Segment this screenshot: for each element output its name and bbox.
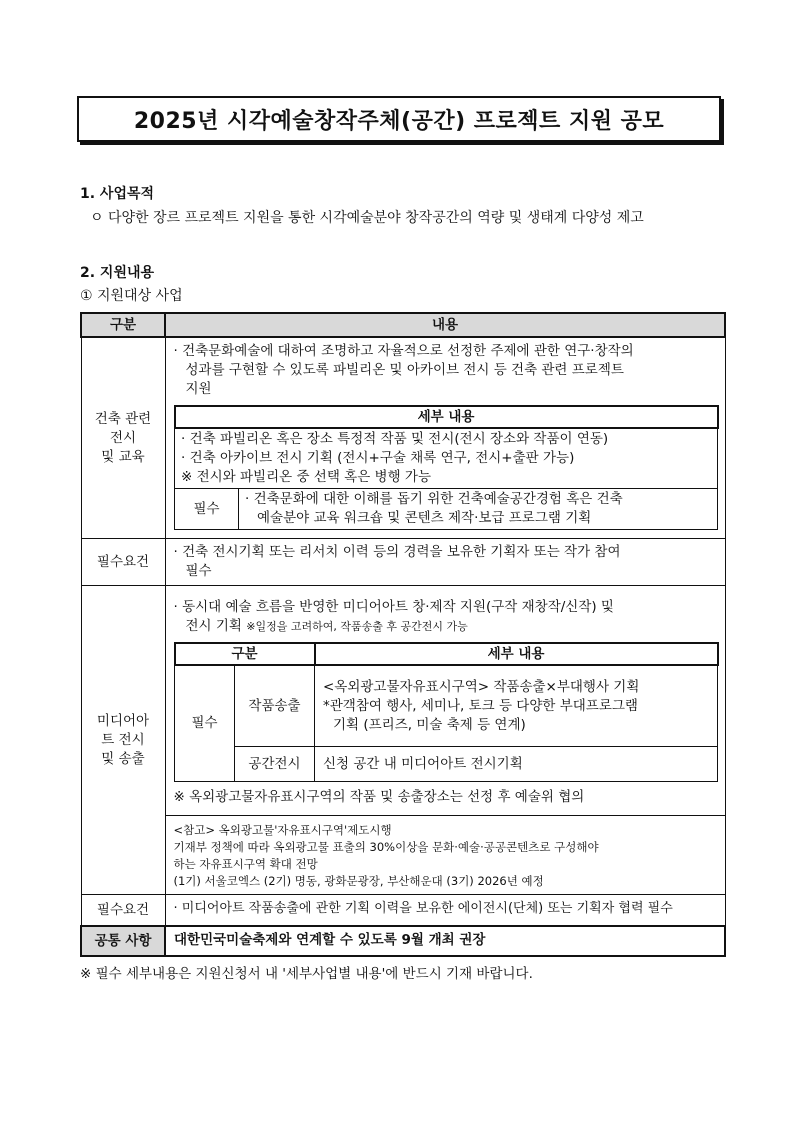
media-sub1-label: 작품송출: [235, 665, 315, 747]
media-sub2-line-1: 신청 공간 내 미디어아트 전시기획: [315, 747, 718, 782]
table-row-arch: [81, 337, 725, 539]
media-sub1-line-3: 기획 (프리즈, 미술 축제 등 연계): [333, 716, 526, 733]
arch-required-2: 예술분야 교육 워크숍 및 콘텐츠 제작·보급 프로그램 기획: [257, 510, 592, 526]
table-row-media-reference: [81, 816, 725, 895]
media-detail-table: [174, 642, 719, 782]
arch-detail-1: · 건축 파빌리온 혹은 장소 특정적 작품 및 전시(전시 장소와 작품이 연동): [181, 431, 609, 447]
table-row-req2: [81, 895, 725, 927]
arch-detail-3: ※ 전시와 파빌리온 중 선택 혹은 병행 가능: [181, 469, 432, 485]
arch-detail-header: 세부 내용: [175, 406, 718, 428]
row-category: 건축 관련 전시 및 교육: [81, 337, 165, 539]
media-ref-4: (1기) 서울코엑스 (2기) 명동, 광화문광장, 부산해운대 (3기) 2026년 예정: [173, 874, 544, 888]
section1-bullet: ㅇ 다양한 장르 프로젝트 지원을 통한 시각예술분야 창작공간의 역량 및 생태계 다양성 제고: [90, 210, 644, 226]
media-sub1-line-2: *관객참여 행사, 세미나, 토크 등 다양한 부대프로그램: [323, 697, 638, 714]
table-row-media: [81, 586, 725, 816]
section2-heading: 2. 지원내용: [80, 265, 155, 281]
arch-detail-2: · 건축 아카이브 전시 기획 (전시+구술 채록 연구, 전시+출판 가능): [181, 450, 575, 466]
arch-required-label: 필수: [175, 489, 239, 530]
media-sub2-label: 공간전시: [235, 747, 315, 782]
media-required-label: 필수: [175, 665, 235, 782]
media-inner-col2: 세부 내용: [315, 643, 718, 665]
arch-required-1: · 건축문화에 대한 이해를 돕기 위한 건축예술공간경험 혹은 건축: [245, 491, 623, 507]
row-category: 미디어아 트 전시 및 송출: [81, 586, 165, 895]
media-ref-2: 기재부 정책에 따라 옥외광고물 표출의 30%이상을 문화·예술·공공콘텐츠로 구성해야: [173, 840, 599, 854]
arch-desc-2: 성과를 구현할 수 있도록 파빌리온 및 아카이브 전시 등 건축 관련 프로젝트: [185, 362, 624, 378]
page-title: 2025년 시각예술창작주체(공간) 프로젝트 지원 공모: [133, 108, 665, 134]
row-category: 공통 사항: [81, 926, 165, 956]
media-ref-1: <참고> 옥외광고물'자유표시구역'제도시행: [173, 823, 392, 837]
media-note: ※ 옥외광고물자유표시구역의 작품 및 송출장소는 선정 후 예술위 협의: [173, 789, 585, 805]
media-sub1-line-1: <옥외광고물자유표시구역> 작품송출×부대행사 기획: [323, 678, 640, 695]
media-desc-2: 전시 기획: [185, 618, 242, 634]
title-box: [77, 96, 721, 142]
media-inner-col1: 구분: [175, 643, 315, 665]
req1-line-2: 필수: [185, 563, 212, 579]
arch-detail-table: [174, 405, 719, 530]
common-content: 대한민국미술축제와 연계할 수 있도록 9월 개최 권장: [165, 926, 725, 956]
support-table: [80, 312, 726, 957]
req2-line-1: · 미디어아트 작품송출에 관한 기획 이력을 보유한 에이전시(단체) 또는 기획자 협력 필수: [165, 895, 725, 927]
row-category: 필수요건: [81, 895, 165, 927]
arch-desc-3: 지원: [185, 381, 212, 397]
col-header-category: 구분: [81, 313, 165, 337]
media-desc-note: ※일정을 고려하여, 작품송출 후 공간전시 가능: [246, 620, 468, 633]
req1-line-1: · 건축 전시기획 또는 리서치 이력 등의 경력을 보유한 기획자 또는 작가 참여: [173, 544, 621, 560]
section2-sub: ① 지원대상 사업: [80, 288, 183, 304]
table-row-req1: [81, 539, 725, 586]
table-row-common: [81, 926, 725, 956]
section1-heading: 1. 사업목적: [80, 186, 155, 202]
row-category: 필수요건: [81, 539, 165, 586]
arch-desc-1: · 건축문화예술에 대하여 조명하고 자율적으로 선정한 주제에 관한 연구·창작의: [173, 343, 634, 359]
col-header-content: 내용: [165, 313, 725, 337]
media-ref-3: 하는 자유표시구역 확대 전망: [173, 857, 318, 871]
footer-note: ※ 필수 세부내용은 지원신청서 내 '세부사업별 내용'에 반드시 기재 바랍니다.: [80, 966, 533, 982]
media-desc-1: · 동시대 예술 흐름을 반영한 미디어아트 창·제작 지원(구작 재창작/신작) 및: [173, 599, 614, 615]
